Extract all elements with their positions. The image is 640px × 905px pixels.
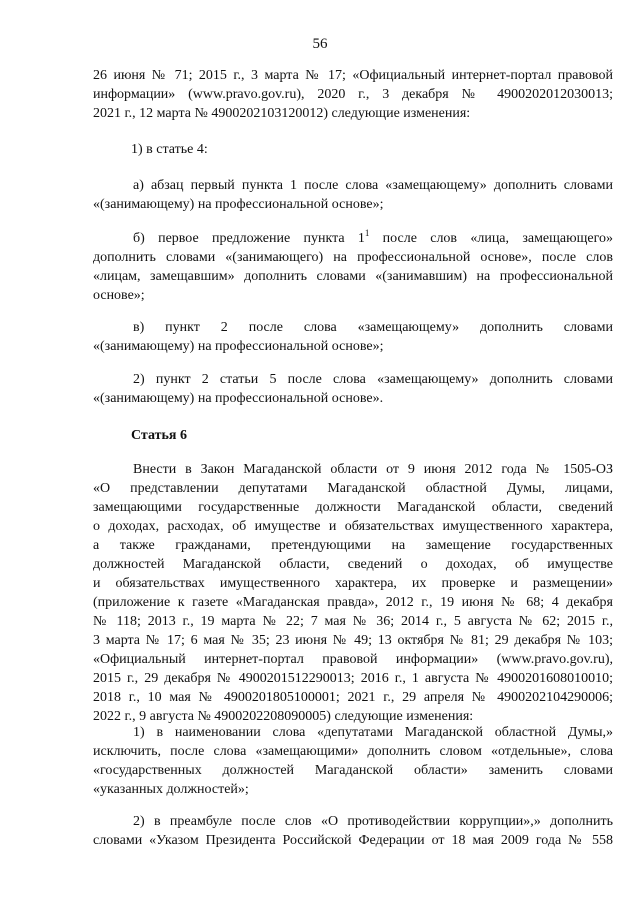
text-line: № 118; 2013 г., 19 марта № 22; 7 мая № 36; 2014 г., 5 августа № 62; 2015 г., (93, 614, 613, 629)
text-line: 2) пункт 2 статьи 5 после слова «замещающему» дополнить словами (133, 372, 613, 387)
text-line: 1) в статье 4: (131, 142, 208, 157)
paragraph-article-6-item-1 (93, 723, 613, 799)
paragraph-item-1b (93, 229, 613, 305)
text-line: «(занимающему) на профессиональной основе»; (93, 197, 384, 212)
text-fragment: после слов «лица, замещающего» (369, 231, 613, 246)
text-line: (приложение к газете «Магаданская правда», 2012 г., 19 июня № 68; 4 декабря (93, 595, 613, 610)
article-heading: Статья 6 (131, 428, 187, 443)
text-line: 26 июня № 71; 2015 г., 3 марта № 17; «Официальный интернет-портал правовой (93, 68, 613, 83)
text-line: словами «Указом Президента Российской Федерации от 18 мая 2009 года № 558 (93, 833, 613, 848)
paragraph-intro-continued (93, 66, 613, 123)
text-line: 2022 г., 9 августа № 4900202208090005) следующие изменения: (93, 709, 474, 724)
text-line: 2018 г., 10 мая № 4900201805100001; 2021 г., 29 апреля № 4900202104290006; (93, 690, 613, 705)
paragraph-article-6-body (93, 460, 613, 726)
text-line: информации» (www.pravo.gov.ru), 2020 г., 3 декабря № 4900202012030013; (93, 87, 613, 102)
paragraph-item-2 (93, 370, 613, 408)
text-line: «О представлении депутатами Магаданской областной Думы, лицами, (93, 481, 613, 496)
text-line: Внести в Закон Магаданской области от 9 июня 2012 года № 1505-ОЗ (133, 462, 613, 477)
text-line: 3 марта № 17; 6 мая № 35; 23 июня № 49; 13 октября № 81; 29 декабря № 103; (93, 633, 613, 648)
paragraph-article-6-item-2 (93, 812, 613, 850)
text-line: дополнить словами «(занимающего) на профессиональной основе», после слов (93, 250, 613, 265)
page-number: 56 (312, 36, 328, 52)
text-line: а) абзац первый пункта 1 после слова «замещающему» дополнить словами (133, 178, 613, 193)
text-line: «(занимающему) на профессиональной основе»; (93, 339, 384, 354)
text-line: 2015 г., 29 декабря № 4900201512290013; 2016 г., 1 августа № 4900201608010010; (93, 671, 613, 686)
text-line: должностей Магаданской области, сведений о доходах, об имуществе (93, 557, 613, 572)
text-line: основе»; (93, 288, 145, 303)
text-line: «государственных должностей Магаданской области» заменить словами (93, 763, 613, 778)
text-line: 1) в наименовании слова «депутатами Магаданской областной Думы,» (133, 725, 613, 740)
text-fragment: б) первое предложение пункта 1 (133, 231, 365, 246)
text-line: 2) в преамбуле после слов «О противодействии коррупции»,» дополнить (133, 814, 613, 829)
text-line (93, 229, 613, 248)
text-line: «(занимающему) на профессиональной основе». (93, 391, 384, 406)
paragraph-item-1 (131, 140, 611, 159)
text-line: 2021 г., 12 марта № 4900202103120012) следующие изменения: (93, 106, 471, 121)
text-line: а также гражданами, претендующими на замещение государственных (93, 538, 613, 553)
text-line: «указанных должностей»; (93, 782, 249, 797)
text-line: замещающими государственные должности Магаданской области, сведений (93, 500, 613, 515)
paragraph-item-1v (93, 318, 613, 356)
superscript: 1 (364, 228, 370, 238)
text-line: исключить, после слова «замещающими» дополнить словом «отдельные», слова (93, 744, 613, 759)
text-line: и обязательствах имущественного характера, их проверке и размещении» (93, 576, 613, 591)
text-line: «Официальный интернет-портал правовой информации» (www.pravo.gov.ru), (93, 652, 613, 667)
text-line: о доходах, расходах, об имуществе и обязательствах имущественного характера, (93, 519, 613, 534)
paragraph-item-1a (93, 176, 613, 214)
text-line: в) пункт 2 после слова «замещающему» дополнить словами (133, 320, 613, 335)
text-line: «лицам, замещавшим» дополнить словами «(занимавшим) на профессиональной (93, 269, 613, 284)
